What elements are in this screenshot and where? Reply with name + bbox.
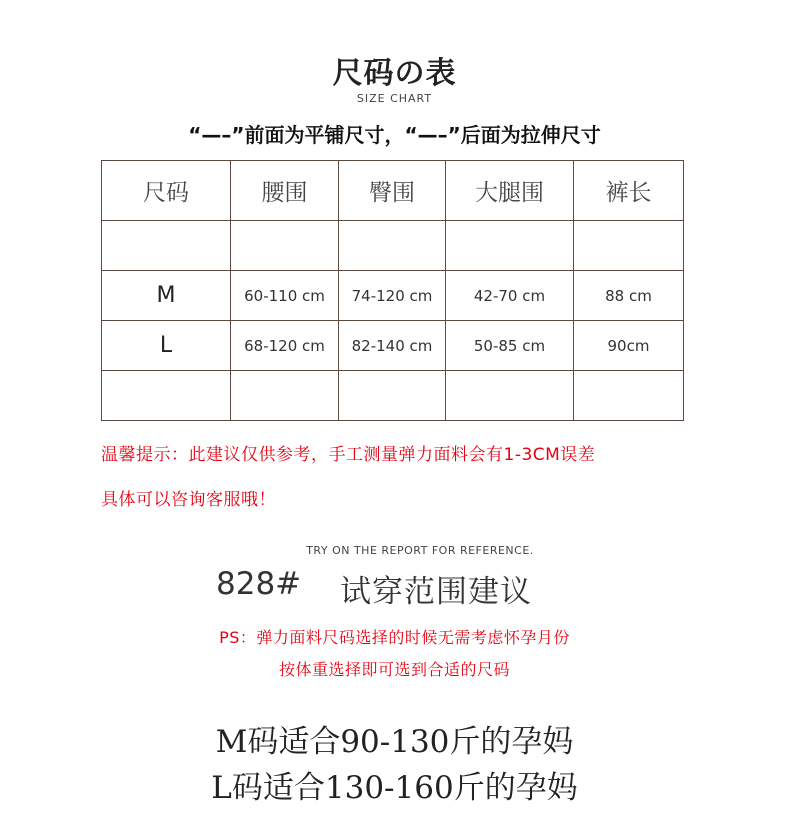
page-subtitle: SIZE CHART <box>356 92 433 105</box>
table-cell <box>102 221 231 271</box>
try-on-heading: 试穿范围建议 <box>340 574 532 610</box>
ps-note-line-1: PS：弹力面料尺码选择的时候无需考虑怀孕月份 <box>219 628 570 647</box>
table-cell: 60-110 cm <box>231 271 339 321</box>
header-waist: 腰围 <box>231 161 339 221</box>
table-header-row <box>102 161 684 221</box>
table-cell: 68-120 cm <box>231 321 339 371</box>
measurement-tip: 温馨提示：此建议仅供参考，手工测量弹力面料会有1-3CM误差 <box>101 445 596 465</box>
table-cell <box>339 371 446 421</box>
table-cell <box>446 221 574 271</box>
table-cell: 88 cm <box>574 271 684 321</box>
ps-note-line-2: 按体重选择即可选到合适的尺码 <box>278 660 510 679</box>
size-l-recommendation: L码适合130-160斤的孕妈 <box>211 770 578 806</box>
table-cell <box>574 221 684 271</box>
size-m-recommendation: M码适合90-130斤的孕妈 <box>215 724 574 760</box>
page-title: 尺码の表 <box>332 56 457 91</box>
customer-service-tip: 具体可以咨询客服哦！ <box>101 490 276 510</box>
table-cell: M <box>102 271 231 321</box>
table-cell <box>574 371 684 421</box>
table-cell <box>339 221 446 271</box>
table-cell <box>102 371 231 421</box>
table-cell: 90cm <box>574 321 684 371</box>
size-chart-table <box>101 160 684 421</box>
measurement-note: “—–”前面为平铺尺寸，“—–”后面为拉伸尺寸 <box>188 123 601 147</box>
table-row <box>102 271 684 321</box>
table-cell: 82-140 cm <box>339 321 446 371</box>
table-cell <box>231 221 339 271</box>
header-hip: 臀围 <box>339 161 446 221</box>
table-cell: 50-85 cm <box>446 321 574 371</box>
header-length: 裤长 <box>574 161 684 221</box>
table-cell: 42-70 cm <box>446 271 574 321</box>
header-size: 尺码 <box>102 161 231 221</box>
table-row <box>102 221 684 271</box>
table-cell <box>446 371 574 421</box>
table-row <box>102 321 684 371</box>
table-cell <box>231 371 339 421</box>
model-number: 828# <box>216 566 302 602</box>
table-cell: L <box>102 321 231 371</box>
table-cell: 74-120 cm <box>339 271 446 321</box>
table-row <box>102 371 684 421</box>
try-on-english-heading: TRY ON THE REPORT FOR REFERENCE. <box>306 544 534 557</box>
header-thigh: 大腿围 <box>446 161 574 221</box>
